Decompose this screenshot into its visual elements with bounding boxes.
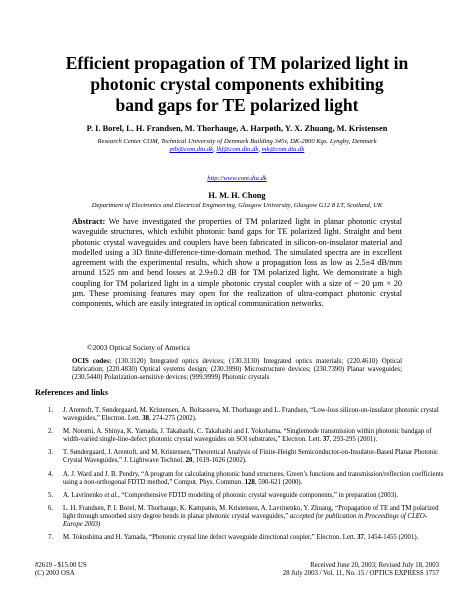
received-dates: Received June 20, 2003; Revised July 18, 2003 [310, 562, 439, 569]
reference-text: J. Arentoft, T. Søndergaard, M. Kristensen, A. Boltasseva, M. Thorhauge and L. Frandsen, “Low-loss silicon-on-insulator photonic crystal waveguides,” Electron. Lett. [63, 407, 439, 422]
email-link-2[interactable]: lhf@com.dtu.dk [216, 146, 259, 153]
reference-text-cont: , “Comprehensive FDTD modeling of photonic crystal waveguide components,” in preparation (2003). [117, 491, 399, 499]
email-link-3[interactable]: mk@com.dtu.dk [261, 146, 305, 153]
reference-volume: 20 [185, 457, 193, 465]
reference-item [48, 471, 444, 487]
reference-text: A. J. Ward and J. B. Pendry, “A program for calculating photonic band structures, Green’s functions and transmission/reflection coefficients using a non-orthogonal FDTD method,” Comput. Phys. Commun. [63, 470, 444, 486]
reference-number: 4. [48, 470, 54, 478]
reference-text: T. Søndergaard, J. Arentoft, and M. Kristensen,”Theoretical Analysis of Finite-Height Semiconductor-on-Insulator-Based Planar Photonic Crystal Waveguides,” J. Lightwave Technol. [63, 449, 439, 465]
reference-pages: , 293-295 (2001). [329, 436, 378, 444]
reference-volume: 128 [244, 478, 255, 486]
reference-text: L. H. Frandsen, P. I. Borel, M. Thorhauge, K. Kampanis, M. Kristensen, A. Lavrinenko, Y. Zhuang, “Propagation of TE and TM polarized light through smoothed sixty degree bends in planar photonic crystal waveguides,” [63, 504, 439, 520]
abstract-text: We have investigated the properties of TM polarized light in planar photonic crystal waveguide structures, which exhibit photonic band gaps for TE polarized light. Straight and bent photonic crystal waveguides and couplers have been fabricated in silicon-on-insulator material and modelled using a 3D finite-difference-time-domain method. The simulated spectra are in excellent agreement with the experimental results, which show a propagation loss as low as 2.5±4 dB/mm around 1525 nm and bend losses at 2.9±0.2 dB for TM polarized light. We demonstrate a high coupling for TM polarized light in a simple photonic crystal coupler with a size of ~ 20 µm × 20 µm. These promising features may open for the realization of ultra-compact photonic crystal components, which are easily integrated in optical communication networks. [72, 217, 402, 309]
reference-volume: 37 [357, 534, 364, 542]
reference-volume: 38 [142, 415, 150, 422]
reference-item [48, 492, 444, 500]
reference-emphasis: et al. [104, 491, 118, 499]
reference-pages: , 590-621 (2000). [254, 478, 303, 486]
title-line-2: photonic crystal components exhibiting [90, 74, 384, 94]
reference-item [48, 534, 444, 542]
reference-number: 7. [48, 534, 54, 542]
abstract-label: Abstract: [72, 217, 106, 226]
footer-left [35, 562, 87, 579]
reference-item [48, 449, 444, 465]
second-author: H. M. H. Chong [208, 191, 266, 200]
abstract [72, 217, 402, 310]
reference-emphasis: accepted for publication in Proceedings of CLEO-Europe 2003) [63, 512, 428, 528]
reference-number: 6. [48, 504, 54, 512]
reference-text: M. Notomi, A. Shinya, K. Yamada, J. Takahashi, C. Takahashi and I. Yokohama, “Singlemode transmission within photonic bandgap of width-varied single-line-defect photonic crystal waveguides on SOI substrates,” Electron. Lett. [63, 428, 432, 444]
ocis-codes [72, 358, 402, 383]
footer-right [283, 562, 439, 579]
reference-item [48, 428, 444, 444]
reference-number: 3. [48, 449, 54, 457]
email-link-1[interactable]: pib@com.dtu.dk [169, 146, 214, 153]
reference-item [48, 407, 444, 423]
author-emails: pib@com.dtu.dk, lhf@com.dtu.dk, mk@com.dtu.dk [169, 146, 305, 153]
reference-item [48, 505, 444, 529]
reference-text: M. Tokushima and H. Yamada, “Photonic crystal line defect waveguide directional coupler,” Electron. Lett. [63, 534, 358, 542]
reference-pages: , 1454-1455 (2001). [363, 534, 419, 542]
reference-number: 1. [48, 407, 54, 414]
institution-url-link[interactable]: http://www.com.dtu.dk [207, 175, 267, 182]
journal-citation: 28 July 2003 / Vol. 11, No. 15 / OPTICS EXPRESS 1757 [282, 570, 439, 578]
title-line-3: band gaps for TE polarized light [115, 95, 359, 115]
reference-volume: 37 [322, 436, 330, 444]
reference-pages: , 274-275 (2002). [149, 415, 197, 422]
reference-number: 5. [48, 491, 54, 499]
reference-list [48, 407, 444, 547]
author-list: P. I. Borel, L. H. Frandsen, M. Thorhauge, A. Harpøth, Y. X. Zhuang, M. Kristensen [86, 124, 388, 133]
reference-number: 2. [48, 428, 54, 436]
affiliation-2: Department of Electronics and Electrical Engineering, Glasgow University, Glasgow G12 8 LT, Scotland, UK [91, 202, 383, 209]
references-heading: References and links [35, 388, 109, 397]
ocis-text: (130.3120) Integrated optics devices; (130.3130) Integrated optics materials; (220.4610) Optical fabrication; (220.4830) Optical systems design; (230.3990) Microstructure devices; (230.7390) Planar waveguides; (230.5440) Polarization-sensitive devices; (999.9999) Photonic crystals [72, 358, 402, 382]
reference-text: A. Lavrinenko [63, 491, 105, 499]
ocis-label: OCIS codes: [72, 358, 112, 365]
reference-pages: , 1619-1626 (2002). [192, 457, 247, 465]
paper-title [60, 53, 414, 116]
footer-copyright: (C) 2003 OSA [35, 570, 75, 578]
affiliation-1: Research Center COM, Technical University of Denmark Building 345v, DK-2800 Kgs. Lyngby, Denmark [97, 138, 377, 145]
title-line-1: Efficient propagation of TM polarized light in [65, 53, 409, 73]
article-id: #2619 - $15.00 US [35, 562, 87, 569]
copyright-notice: ©2003 Optical Society of America [87, 343, 190, 352]
